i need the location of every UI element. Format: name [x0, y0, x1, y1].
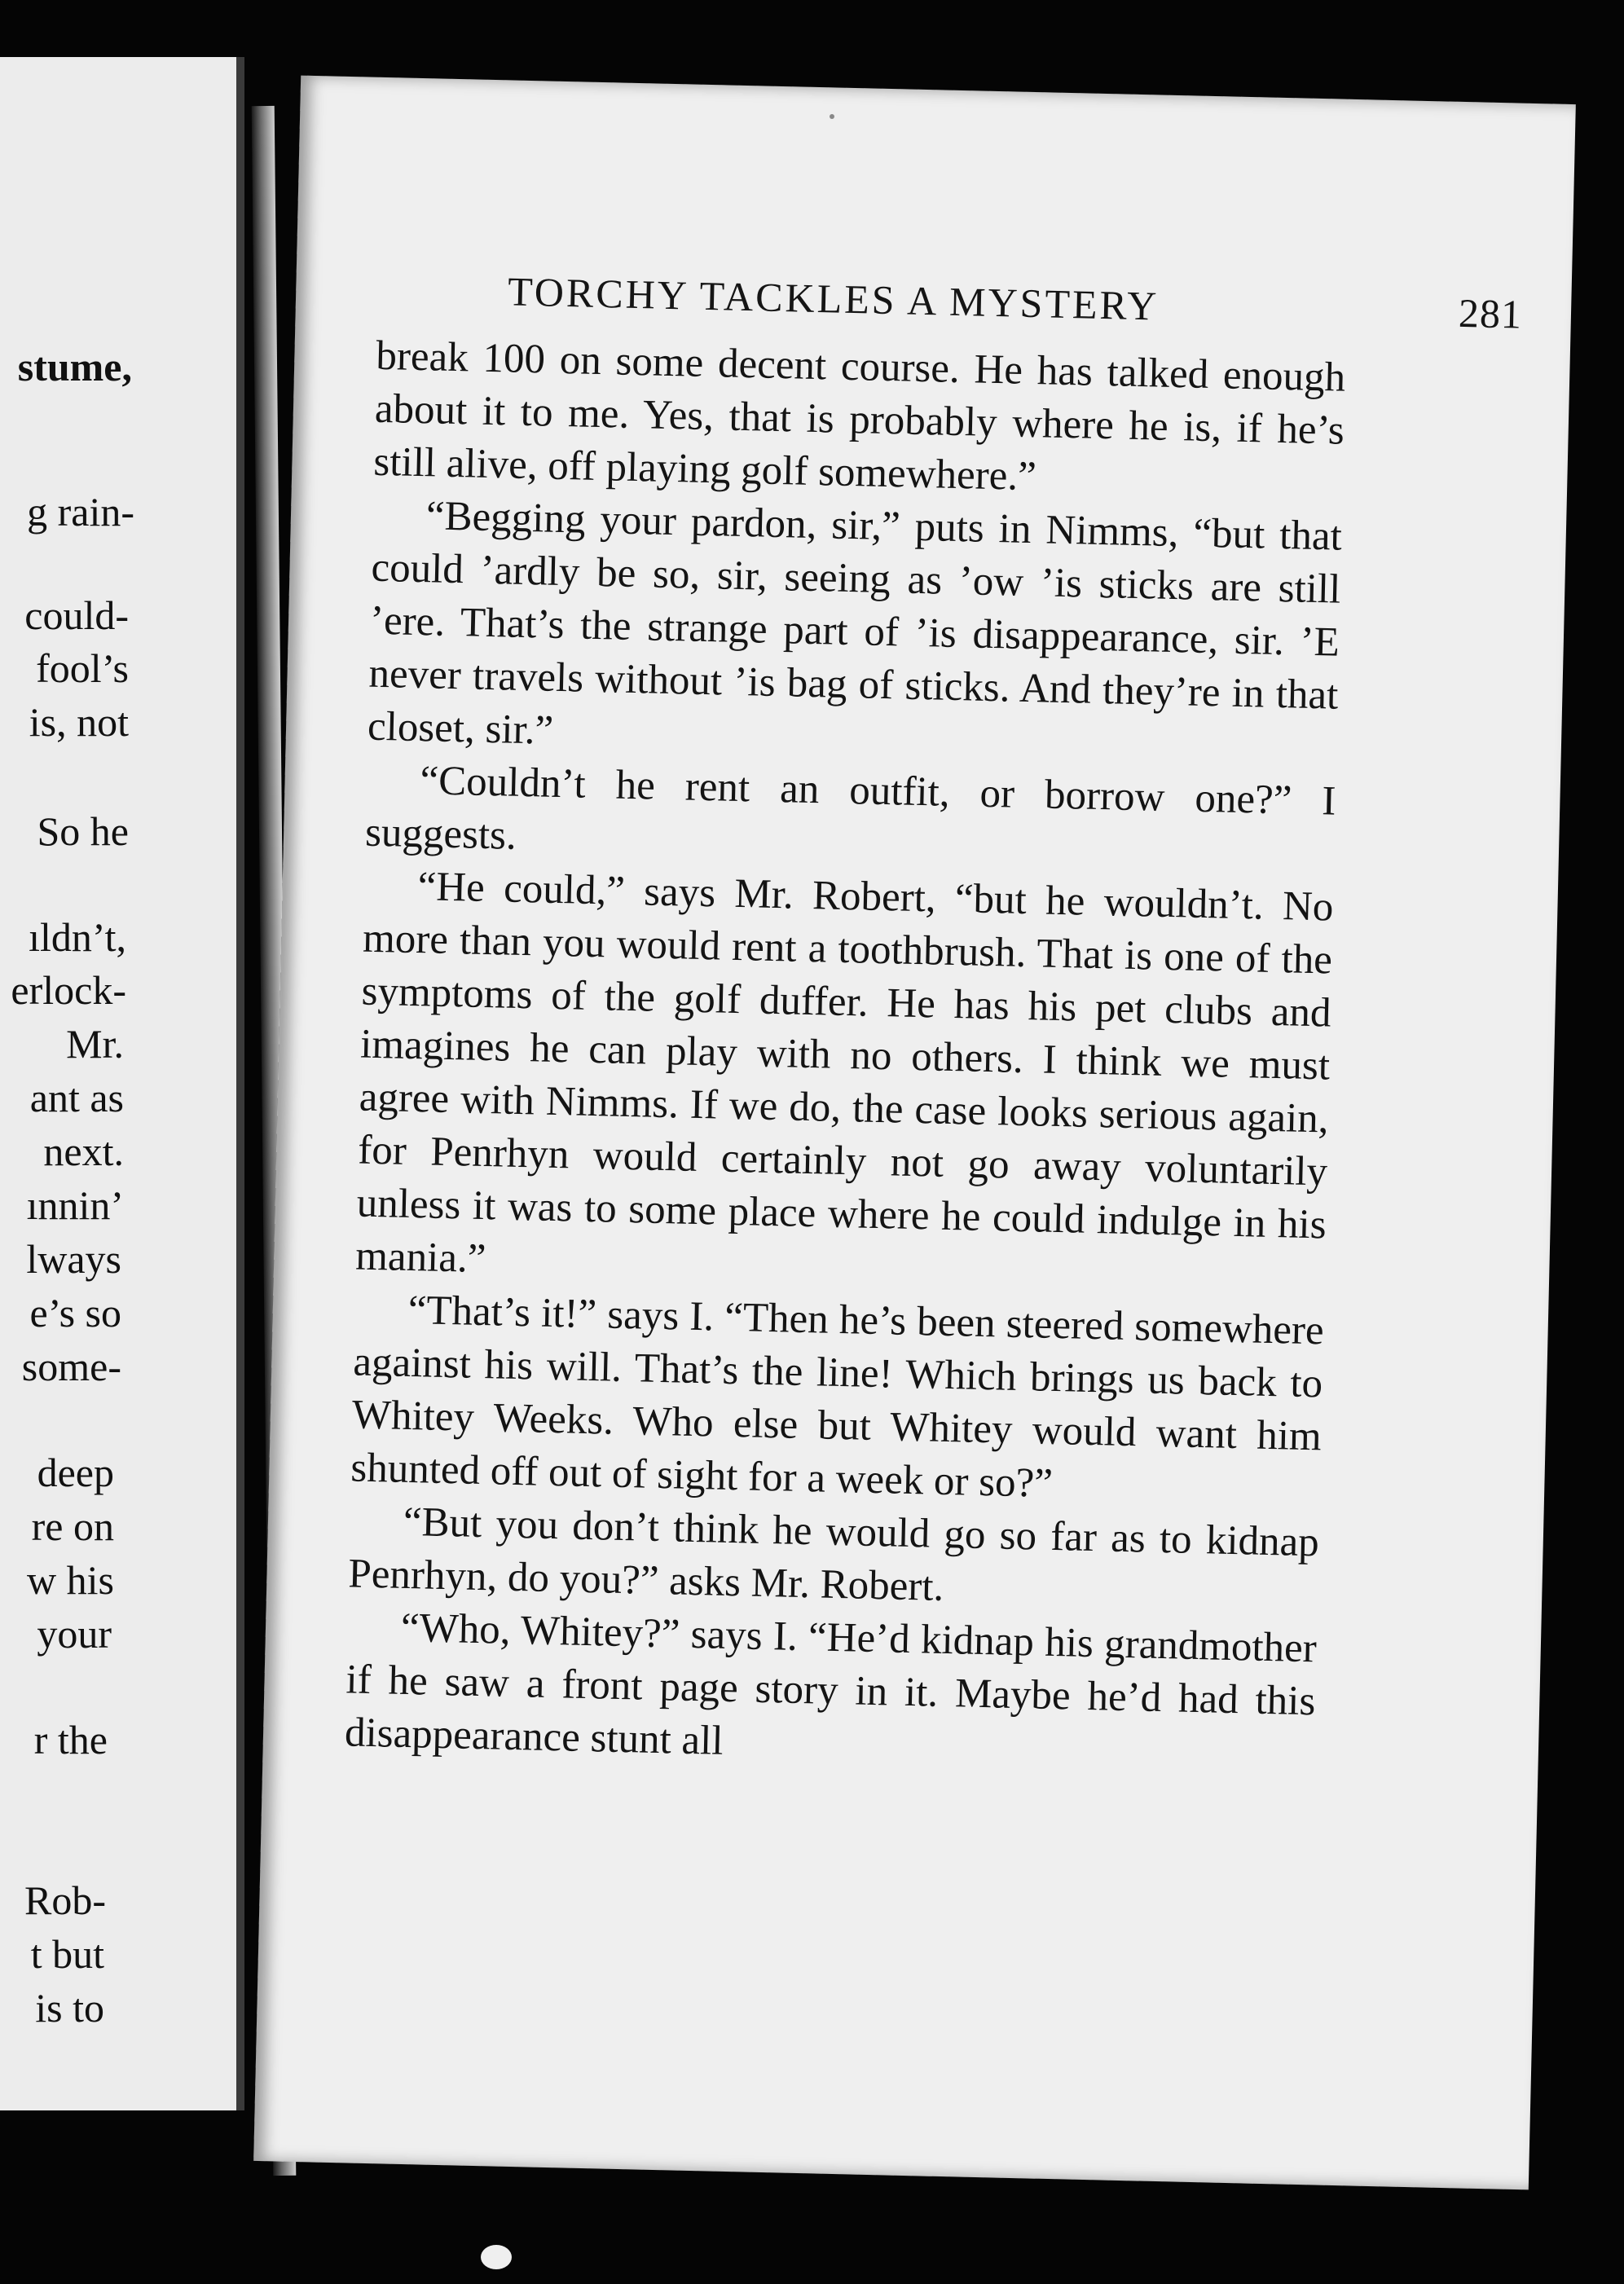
left-fragment: e’s so — [29, 1290, 121, 1336]
left-fragment: re on — [31, 1503, 114, 1549]
left-page-edge — [0, 57, 244, 2110]
paper-speck — [830, 114, 834, 119]
left-fragment: Rob- — [24, 1877, 106, 1923]
left-fragment: is to — [35, 1985, 104, 2031]
paragraph: “But you don’t think he would go so far as to kidnap Penrhyn, do you?” asks Mr. Robert. — [347, 1498, 1320, 1610]
left-fragment: w his — [27, 1557, 114, 1603]
paper-speck — [481, 2245, 512, 2269]
running-head-title: TORCHY TACKLES A MYSTERY — [507, 268, 1160, 329]
left-fragment: lways — [26, 1236, 121, 1282]
left-fragment: erlock- — [11, 967, 126, 1013]
left-fragment: stume, — [17, 344, 132, 389]
paragraph: “He could,” says Mr. Robert, “but he wouldn’t. No more than you would rent a toothbrush. That is one of the symptoms of the golf duffer. He has his pet clubs and imagines he can play with no others. I think we must agree with Nimms. If we do, the case looks serious again, for Penrhyn would certainly not go away voluntarily unless it was to some place where he could indulge in his mania.” — [354, 864, 1335, 1283]
left-fragment: ıldn’t, — [29, 914, 126, 960]
right-page — [253, 76, 1576, 2190]
left-fragment: g rain- — [27, 489, 134, 535]
left-fragment: is, not — [29, 699, 129, 745]
left-fragment: next. — [43, 1129, 124, 1174]
left-fragment: ant as — [29, 1075, 124, 1120]
paragraph: “Who, Whitey?” says I. “He’d kidnap his grandmother if he saw a front page story in it. Maybe he’d had this disappearance stunt all — [344, 1604, 1318, 1764]
paragraph: break 100 on some decent course. He has talked enough about it to me. Yes, that is probably where he is, if he’s still alive, off playing golf somewhere.” — [372, 332, 1346, 500]
left-fragment: could- — [24, 592, 129, 638]
page-number: 281 — [1458, 289, 1523, 337]
paragraph: “Couldn’t he rent an outfit, or borrow one?” I suggests. — [364, 758, 1336, 859]
running-head — [508, 267, 1523, 337]
page-body — [344, 330, 1346, 1782]
left-fragment: So he — [37, 808, 129, 854]
left-fragment: t but — [30, 1931, 104, 1977]
paragraph: “That’s it!” says I. “Then he’s been steered somewhere against his will. That’s the line! Which brings us back to Whitey Weeks. Who else but Whitey would want him shunted off out of sight for a week or so?” — [350, 1287, 1325, 1507]
left-fragment: fool’s — [36, 645, 129, 691]
left-fragment: Mr. — [66, 1021, 124, 1067]
left-fragment: r the — [33, 1717, 108, 1763]
left-fragment: deep — [37, 1450, 114, 1495]
left-fragment: ınnin’ — [26, 1182, 124, 1228]
left-fragment: some- — [21, 1344, 121, 1389]
paragraph: “Begging your pardon, sir,” puts in Nimms, “but that could ’ardly be so, sir, seeing as ’ow ’is sticks are still ’ere. That’s the strange part of ’is disappearance, sir. ’E never travels without ’is bag of sticks. And they’re in that closet, sir.” — [367, 493, 1343, 754]
left-fragment: your — [37, 1611, 112, 1657]
